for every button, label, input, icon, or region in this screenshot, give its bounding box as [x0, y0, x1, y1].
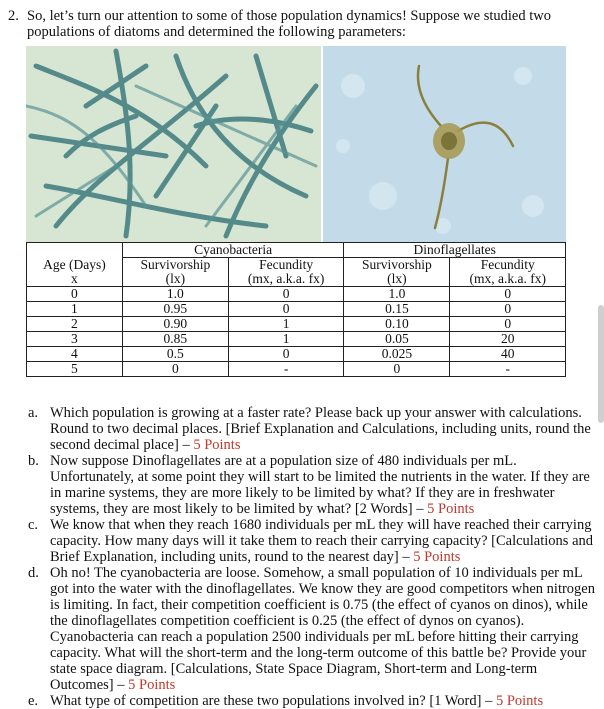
- table-cell: 0: [122, 362, 228, 377]
- table-cell: -: [450, 362, 566, 377]
- column-subtitle-row: [27, 272, 566, 287]
- table-cell: 0: [228, 347, 344, 362]
- table-cell: 5: [27, 362, 123, 377]
- points-label: 5 Points: [413, 549, 461, 565]
- group-header-cyanobacteria: Cyanobacteria: [122, 243, 344, 258]
- subquestion-text: Which population is growing at a faster rate? Please back up your answer with calculations. Round to two decimal places. [Brief Explanation and Calculations, including units, round the second decimal place] –: [50, 405, 591, 453]
- table-cell: 4: [27, 347, 123, 362]
- table-cell: 0: [228, 302, 344, 317]
- table-row: [27, 302, 566, 317]
- table-cell: 0.85: [122, 332, 228, 347]
- table-cell: -: [228, 362, 344, 377]
- table-cell: 0.95: [122, 302, 228, 317]
- question-intro: So, let’s turn our attention to some of those population dynamics! Suppose we studied two populations of diatoms and determined the following parameters:: [27, 8, 551, 40]
- table-cell: 0.90: [122, 317, 228, 332]
- group-header-row: [27, 243, 566, 258]
- table-cell: 1: [27, 302, 123, 317]
- subquestion-b: [20, 453, 598, 517]
- table-cell: 2: [27, 317, 123, 332]
- table-cell: 3: [27, 332, 123, 347]
- table-row: [27, 347, 566, 362]
- subquestion-text: Now suppose Dinoflagellates are at a population size of 480 individuals per mL. Unfortunately, at some point they will start to be limited the nutrients in the water. If they are in marine systems, they are more likely to be limited by what? If they are in freshwater systems, they are most likely to be limited by what? [2 Words] –: [50, 453, 590, 517]
- table-cell: 0.5: [122, 347, 228, 362]
- table-cell: 1.0: [344, 287, 450, 302]
- table-cell: 0: [450, 302, 566, 317]
- column-subtitle: (lx): [122, 272, 228, 287]
- dinoflagellate-icon: [323, 46, 566, 242]
- table-row: [27, 362, 566, 377]
- subquestion-text: Oh no! The cyanobacteria are loose. Somehow, a small population of 10 individuals per mL got into the water with the dinoflagellates. We know they are good competitors when nitrogen is limiting. In fact, their competition coefficient is 0.75 (the effect of cyanos on dinos), while the dinoflagellates competition coefficient is 0.25 (the effect of dynos on cyanos). Cyanobacteria can reach a population 2500 individuals per mL before hitting their carrying capacity. What will the short-term and the long-term outcome of this battle be? Provide your state space diagram. [Calculations, State Space Diagram, Short-term and Long-term Outcomes] –: [50, 565, 595, 693]
- subquestion-letter: d.: [28, 565, 39, 581]
- column-title: Age (Days): [27, 258, 123, 273]
- table-cell: 1: [228, 332, 344, 347]
- table-row: [27, 332, 566, 347]
- subquestion-text: What type of competition are these two populations involved in? [1 Word] –: [50, 693, 493, 709]
- table-cell: 0: [27, 287, 123, 302]
- subquestion-letter: a.: [28, 405, 39, 421]
- column-title: Fecundity: [228, 258, 344, 273]
- points-label: 5 Points: [495, 693, 544, 709]
- table-cell: 0: [450, 287, 566, 302]
- subquestion-text: We know that when they reach 1680 individuals per mL they will have reached their carrying capacity. How many days will it take them to reach their carrying capacity? [Calculations and Brief Explanation, including units, round to the nearest day] –: [50, 517, 594, 565]
- subquestion-letter: e.: [28, 693, 39, 709]
- life-table: [26, 242, 566, 377]
- table-cell: 0: [228, 287, 344, 302]
- subquestion-c: [20, 517, 598, 565]
- group-header-dinoflagellates: Dinoflagellates: [344, 243, 566, 258]
- table-row: [27, 287, 566, 302]
- empty-header-cell: [27, 243, 123, 258]
- subquestion-a: [20, 405, 598, 453]
- question-number: 2.: [8, 8, 19, 24]
- subquestion-list: [20, 405, 598, 709]
- microscope-photos: [26, 46, 566, 242]
- points-label: 5 Points: [193, 437, 241, 453]
- table-cell: 0.025: [344, 347, 450, 362]
- table-cell: 0.15: [344, 302, 450, 317]
- cyanobacteria-filaments-icon: [26, 46, 321, 242]
- scrollbar-thumb[interactable]: [598, 305, 604, 423]
- subquestion-letter: c.: [28, 517, 39, 533]
- table-cell: 0.05: [344, 332, 450, 347]
- dinoflagellate-image: [323, 46, 566, 242]
- column-subtitle: (mx, a.k.a. fx): [450, 272, 566, 287]
- subquestion-d: [20, 565, 598, 693]
- table-cell: 40: [450, 347, 566, 362]
- cyanobacteria-filaments-image: [26, 46, 321, 242]
- column-subtitle: x: [27, 272, 123, 287]
- subquestion-e: [20, 693, 598, 709]
- table-cell: 0: [344, 362, 450, 377]
- column-subtitle: (mx, a.k.a. fx): [228, 272, 344, 287]
- table-row: [27, 317, 566, 332]
- points-label: 5 Points: [128, 677, 176, 693]
- table-cell: 1: [228, 317, 344, 332]
- table-cell: 1.0: [122, 287, 228, 302]
- column-title: Fecundity: [450, 258, 566, 273]
- table-cell: 20: [450, 332, 566, 347]
- table-cell: 0: [450, 317, 566, 332]
- table-cell: 0.10: [344, 317, 450, 332]
- column-title: Survivorship: [344, 258, 450, 273]
- column-subtitle: (lx): [344, 272, 450, 287]
- subquestion-letter: b.: [28, 453, 39, 469]
- points-label: 5 Points: [427, 501, 475, 517]
- column-title-row: [27, 258, 566, 273]
- column-title: Survivorship: [122, 258, 228, 273]
